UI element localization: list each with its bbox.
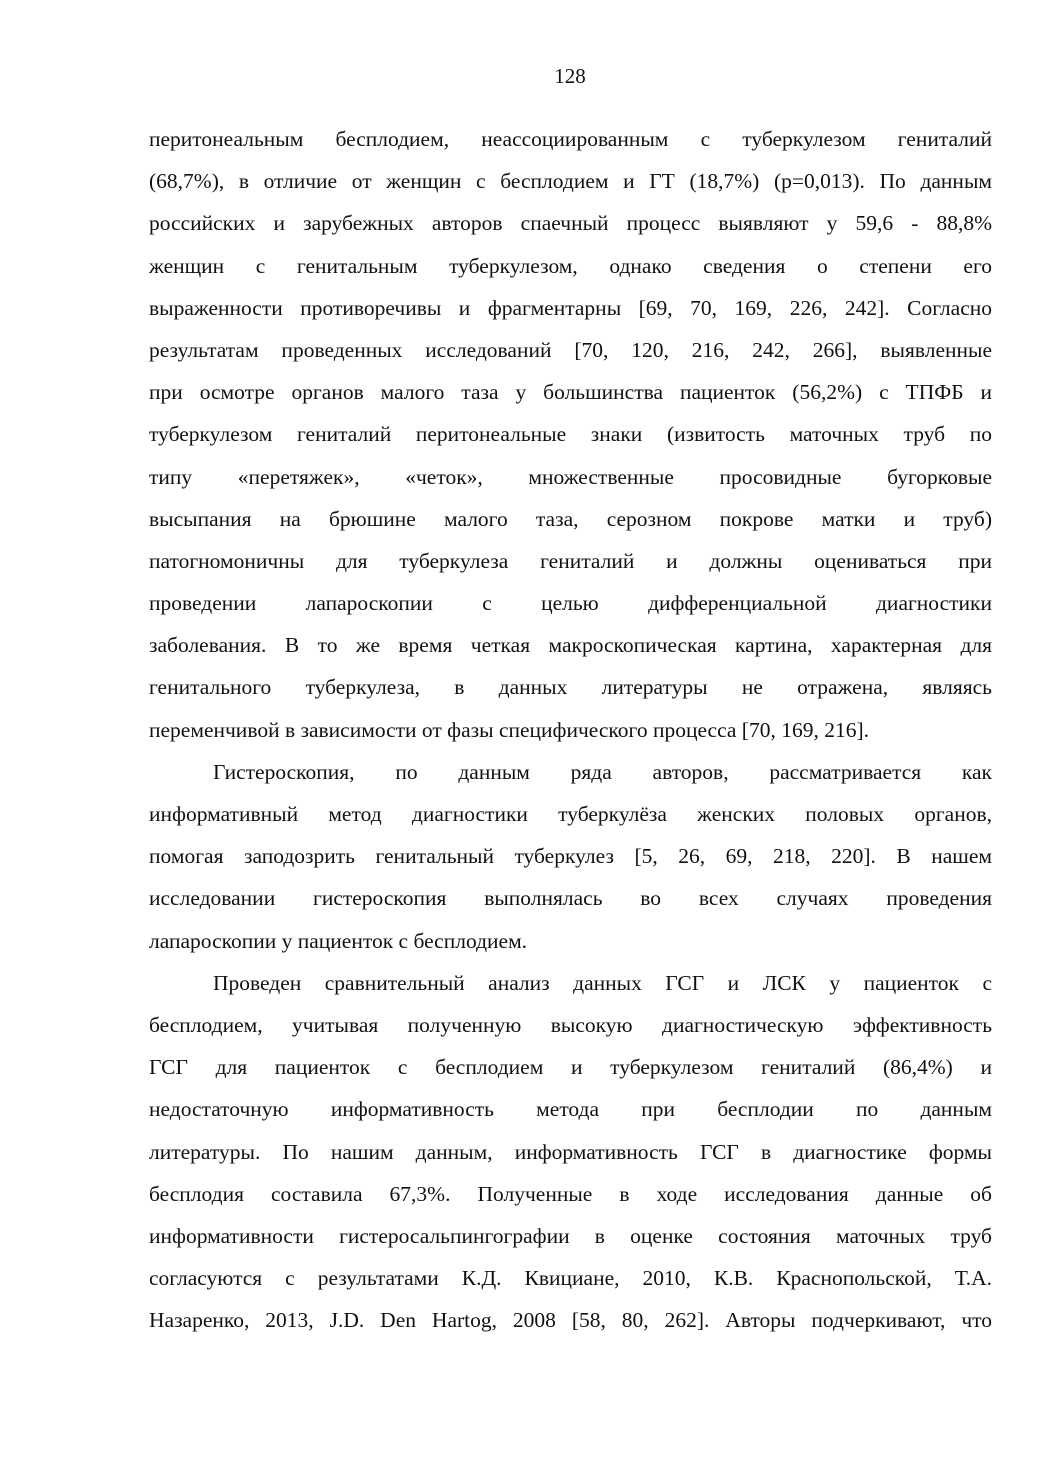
- text-line: литературы. По нашим данным, информативность ГСГ в диагностике формы: [149, 1139, 992, 1164]
- text-line: (68,7%), в отличие от женщин с бесплодием и ГТ (18,7%) (p=0,013). По данным: [149, 169, 992, 194]
- text-line: перитонеальным бесплодием, неассоциированным с туберкулезом гениталий: [149, 127, 992, 151]
- text-line: бесплодием, учитывая полученную высокую диагностическую эффективность: [149, 1012, 992, 1037]
- text-line: исследовании гистероскопия выполнялась во всех случаях проведения: [149, 886, 992, 911]
- text-line: Назаренко, 2013, J.D. Den Hartog, 2008 [58, 80, 262]. Авторы подчеркивают, что: [149, 1308, 993, 1333]
- paragraph-2: [149, 751, 992, 962]
- text-line: при осмотре органов малого таза у большинства пациенток (56,2%) с ТПФБ и: [149, 380, 992, 405]
- text-line: помогая заподозрить генитальный туберкулез [5, 26, 69, 218, 220]. В нашем: [149, 844, 992, 869]
- paragraph-1: [149, 118, 992, 751]
- text-line: переменчивой в зависимости от фазы специфического процесса [70, 169, 216].: [149, 717, 869, 742]
- text-line: заболевания. В то же время четкая макроскопическая картина, характерная для: [149, 633, 992, 658]
- text-line: туберкулезом гениталий перитонеальные знаки (извитость маточных труб по: [149, 422, 992, 447]
- paragraph-3: [149, 962, 992, 1342]
- text-line: генитального туберкулеза, в данных литературы не отражена, являясь: [149, 675, 992, 700]
- text-line: женщин с генитальным туберкулезом, однако сведения о степени его: [149, 253, 992, 278]
- text-line: Проведен сравнительный анализ данных ГСГ и ЛСК у пациенток с: [213, 970, 992, 995]
- text-line: согласуются с результатами К.Д. Квициане, 2010, К.В. Краснопольской, Т.А.: [149, 1266, 992, 1291]
- text-line: недостаточную информативность метода при бесплодии по данным: [149, 1097, 992, 1122]
- text-line: бесплодия составила 67,3%. Полученные в ходе исследования данные об: [149, 1181, 992, 1206]
- text-line: высыпания на брюшине малого таза, серозном покрове матки и труб): [149, 506, 992, 531]
- text-line: проведении лапароскопии с целью дифференциальной диагностики: [149, 591, 992, 616]
- text-line: информативности гистеросальпингографии в оценке состояния маточных труб: [149, 1223, 992, 1248]
- text-line: результатам проведенных исследований [70, 120, 216, 242, 266], выявленные: [149, 337, 992, 362]
- text-line: ГСГ для пациенток с бесплодием и туберкулезом гениталий (86,4%) и: [149, 1055, 992, 1080]
- body-text: [149, 118, 992, 1341]
- text-line: лапароскопии у пациенток с бесплодием.: [149, 928, 528, 953]
- text-line: выраженности противоречивы и фрагментарны [69, 70, 169, 226, 242]. Согласно: [149, 295, 992, 320]
- page-number: 128: [554, 64, 586, 88]
- text-line: информативный метод диагностики туберкулёза женских половых органов,: [149, 802, 992, 826]
- text-line: Гистероскопия, по данным ряда авторов, рассматривается как: [213, 759, 992, 784]
- text-line: российских и зарубежных авторов спаечный процесс выявляют у 59,6 - 88,8%: [149, 211, 992, 236]
- text-line: типу «перетяжек», «четок», множественные просовидные бугорковые: [149, 464, 992, 489]
- text-line: патогномоничны для туберкулеза гениталий и должны оцениваться при: [149, 548, 992, 573]
